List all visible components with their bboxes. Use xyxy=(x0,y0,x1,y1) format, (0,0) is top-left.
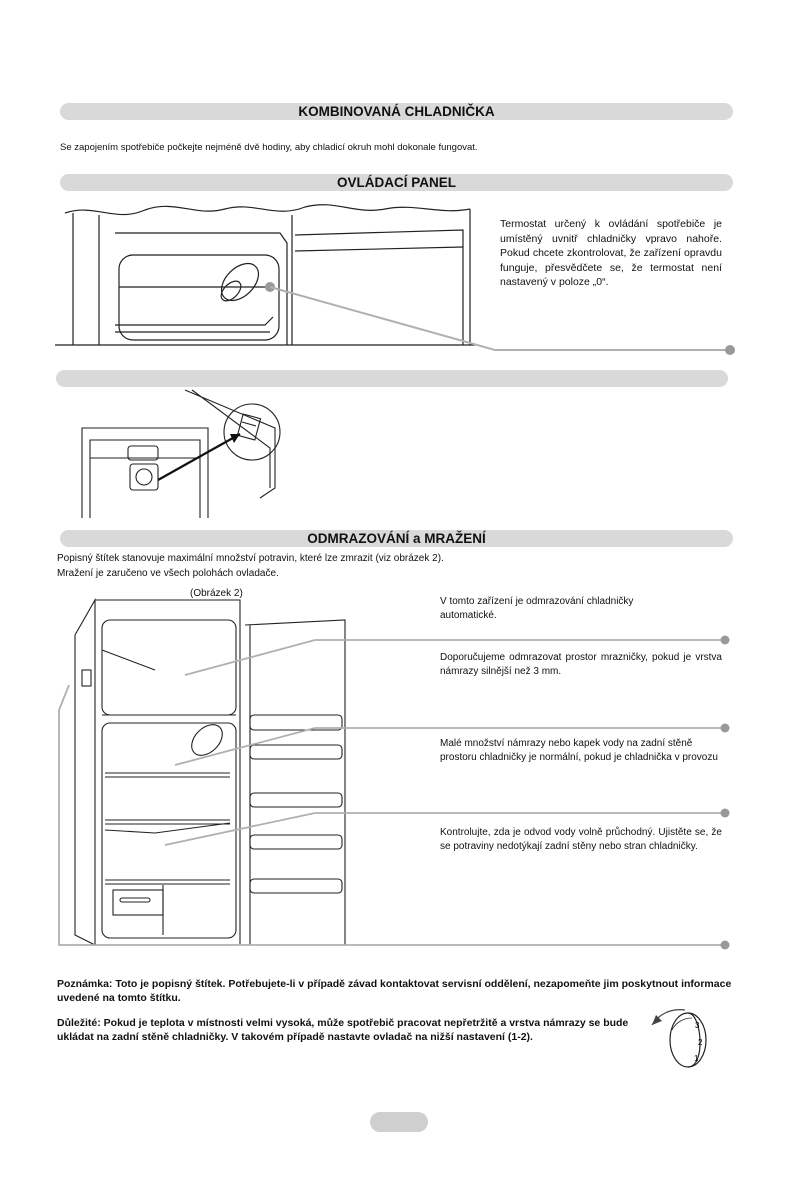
important-text: Důležité: Pokud je teplota v místnosti velmi vysoká, může spotřebič pracovat nepřetržitě a vrstva námrazy se bude ukládat na zadní stěně chladničky. V takovém případě nastavte ovladač na nižší nastavení (1-2). xyxy=(57,1017,629,1043)
intro-text: Se zapojením spotřebiče počkejte nejméně dvě hodiny, aby chladicí okruh mohl dokonale fungovat. xyxy=(60,142,478,153)
thermostat-description: Termostat určený k ovládání spotřebiče je umístěný uvnitř chladničky vpravo nahoře. Pokud chcete zkontrolovat, že zařízení opravdu funguje, přesvědčete se, že termostat není nastavený v poloze „0“. xyxy=(500,218,722,288)
thermostat-location-illustration xyxy=(80,388,300,523)
callout-drain-check: Kontrolujte, zda je odvod vody volně průchodný. Ujistěte se, že se potraviny nedotýkají zadní stěny nebo stran chladničky. xyxy=(440,827,722,852)
rating-label-line-2: Mražení je zaručeno ve všech polohách ovladače. xyxy=(57,568,279,579)
fridge-full-illustration xyxy=(55,595,735,955)
dial-label-2: 2 xyxy=(698,1038,703,1047)
callout-frost-normal: Malé množství námrazy nebo kapek vody na zadní stěně prostoru chladničky je normální, pokud je chladnička v provozu xyxy=(440,738,718,763)
callout-freezer-defrost: Doporučujeme odmrazovat prostor mrazničky, pokud je vrstva námrazy silnější než 3 mm. xyxy=(440,652,722,677)
section-banner-control-panel: OVLÁDACÍ PANEL xyxy=(60,174,733,191)
section-banner-defrost: ODMRAZOVÁNÍ a MRAŽENÍ xyxy=(60,530,733,547)
section-banner-blank xyxy=(56,370,728,387)
rating-label-line-1: Popisný štítek stanovuje maximální množství potravin, které lze zmrazit (viz obrázek 2). xyxy=(57,553,444,564)
note-text: Poznámka: Toto je popisný štítek. Potřebujete-li v případě závad kontaktovat servisní oddělení, nezapomeňte jim poskytnout informace uvedené na tomto štítku. xyxy=(57,978,732,1004)
dial-label-1: 1 xyxy=(694,1054,699,1063)
dial-label-3: 3 xyxy=(695,1021,700,1030)
page-number-pill xyxy=(370,1112,428,1132)
figure-caption: (Obrázek 2) xyxy=(190,588,243,599)
thermostat-dial-icon xyxy=(640,1000,720,1070)
callout-automatic-defrost: V tomto zařízení je odmrazování chladničky automatické. xyxy=(440,596,634,621)
section-banner-combined: KOMBINOVANÁ CHLADNIČKA xyxy=(60,103,733,120)
